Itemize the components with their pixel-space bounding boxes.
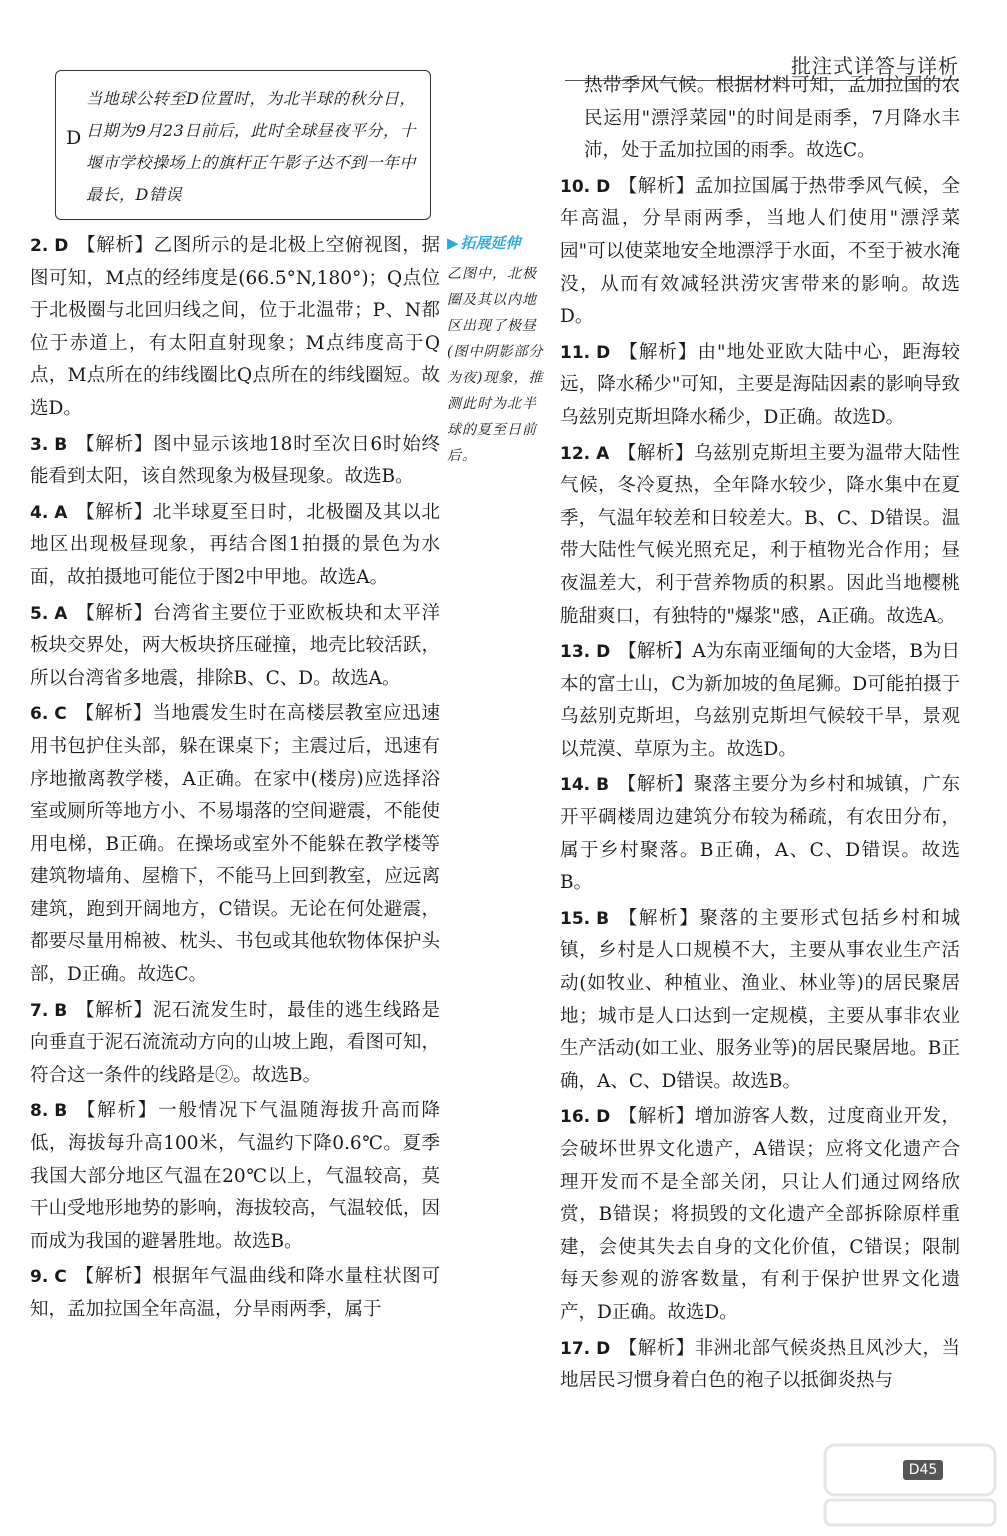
analysis-text: 孟加拉国属于热带季风气候，全年高温，分旱雨两季，当地人们使用"漂浮菜园"可以使菜地安全地漂浮于水面，不至于被水淹没，从而有效减轻洪涝灾害带来的影响。故选D。 — [560, 175, 960, 328]
question-number: 12. — [560, 443, 591, 464]
annotation-label: D — [66, 127, 82, 149]
left-answer-item — [30, 429, 440, 494]
right-answer-item — [560, 636, 960, 766]
analysis-label: 【解析】 — [75, 999, 153, 1021]
right-answer-item — [560, 438, 960, 634]
answer-letter: B — [596, 908, 610, 929]
answer-letter: B — [54, 1000, 68, 1021]
question-number: 15. — [560, 908, 591, 929]
analysis-label: 【解析】 — [618, 641, 693, 663]
analysis-text: 台湾省主要位于亚欧板块和太平洋板块交界处，两大板块挤压碰撞，地壳比较活跃，所以台湾省多地震，排除B、C、D。故选A。 — [30, 602, 440, 689]
answer-letter: A — [54, 603, 68, 624]
extension-tag-label: 拓展延伸 — [460, 234, 521, 252]
analysis-text: 聚落主要分为乡村和城镇，广东开平碉楼周边建筑分布较为稀疏，有农田分布，属于乡村聚落。B正确，A、C、D错误。故选B。 — [560, 774, 960, 894]
left-answer-item — [30, 1095, 440, 1258]
question-number: 13. — [560, 642, 591, 663]
page-header-title: 批注式详答与详析 — [791, 54, 959, 78]
analysis-text: 乙图所示的是北极上空俯视图，据图可知，M点的经纬度是(66.5°N,180°)；Q点位于北极圈与北回归线之间，位于北温带；P、N都位于赤道上，有太阳直射现象；M点纬度高于Q点，M点所在的纬线圈比Q点所在的纬线圈短。故选D。 — [30, 235, 440, 419]
answer-letter: C — [54, 1267, 67, 1288]
left-answer-item — [30, 995, 440, 1093]
extension-tag — [447, 232, 547, 253]
analysis-label: 【解析】 — [74, 1266, 153, 1288]
analysis-text: 聚落的主要形式包括乡村和城镇，乡村是人口规模不大，主要从事农业生产活动(如牧业、种植业、渔业、林业等)的居民聚居地；城市是人口达到一定规模，主要从事非农业生产活动(如工业、服务业等)的居民聚居地。B正确，A、C、D错误。故选B。 — [560, 907, 960, 1092]
answer-letter: B — [54, 434, 68, 455]
analysis-text: 当地震发生时在高楼层教室应迅速用书包护住头部，躲在课桌下；主震过后，迅速有序地撤离教学楼，A正确。在家中(楼房)应选择浴室或厕所等地方小、不易塌落的空间避震，不能使用电梯，B正确。在操场或室外不能躲在教学楼等建筑物墙角、屋檐下，不能马上回到教室，应远离建筑，跑到开阔地方，C错误。无论在何处避震，都要尽量用棉被、枕头、书包或其他软物体保护头部，D正确。故选C。 — [30, 703, 440, 986]
analysis-label: 【解析】 — [75, 602, 153, 624]
right-answer-item — [560, 171, 960, 334]
question-number: 10. — [560, 176, 591, 197]
answer-letter: A — [596, 443, 610, 464]
analysis-text: 北半球夏至日时，北极圈及其以北地区出现极昼现象，再结合图1拍摄的景色为水面，故拍摄地可能位于图2中甲地。故选A。 — [30, 501, 440, 588]
analysis-label: 【解析】 — [618, 1337, 695, 1359]
right-answer-item — [560, 903, 960, 1099]
question-number: 2. — [30, 236, 49, 256]
question-number: 8. — [30, 1101, 49, 1122]
answer-letter: D — [596, 1338, 611, 1359]
question-number: 7. — [30, 1000, 49, 1021]
left-answer-item — [30, 497, 440, 595]
analysis-label: 【解析】 — [617, 774, 694, 796]
extension-text: 乙图中，北极圈及其以内地区出现了极昼(图中阴影部分为夜)现象，推测此时为北半球的夏至日前后。 — [447, 266, 544, 464]
annotation-text: 当地球公转至D位置时，为北半球的秋分日，日期为9月23日前后，此时全球昼夜平分，十堰市学校操场上的旗杆正午影子达不到一年中最长，D错误 — [86, 89, 417, 204]
analysis-label: 【解析】 — [618, 341, 698, 363]
question-number: 5. — [30, 603, 49, 624]
answer-letter: D — [596, 176, 611, 197]
answer-letter: D — [596, 1107, 611, 1128]
page-number-badge: D45 — [903, 1460, 943, 1480]
answer-letter: B — [54, 1101, 68, 1122]
right-answer-item — [560, 1101, 960, 1329]
right-answer-item — [560, 769, 960, 899]
analysis-text: 非洲北部气候炎热且风沙大，当地居民习惯身着白色的袍子以抵御炎热与 — [560, 1337, 960, 1392]
extension-side-note — [447, 232, 547, 469]
analysis-text: 一般情况下气温随海拔升高而降低，海拔每升高100米，气温约下降0.6℃。夏季我国大部分地区气温在20℃以上，气温较高，莫干山受地形地势的影响，海拔较高，气温较低，因而成为我国的避暑胜地。故选B。 — [30, 1100, 440, 1252]
analysis-text: 增加游客人数，过度商业开发，会破坏世界文化遗产，A错误；应将文化遗产合理开发而不是全部关闭，只让人们通过网络欣赏，B错误；将损毁的文化遗产全部拆除原样重建，会使其失去自身的文化价值，C错误；限制每天参观的游客数量，有利于保护世界文化遗产，D正确。故选D。 — [560, 1106, 960, 1323]
analysis-text: 图中显示该地18时至次日6时始终能看到太阳，该自然现象为极昼现象。故选B。 — [30, 433, 440, 488]
analysis-label: 【解析】 — [75, 1100, 159, 1122]
question-number: 11. — [560, 342, 591, 363]
answer-letter: D — [596, 642, 611, 663]
answer-letter: A — [54, 502, 68, 523]
left-answer-item — [30, 1261, 440, 1326]
left-answer-item — [30, 598, 440, 696]
analysis-label: 【解析】 — [618, 175, 695, 197]
question-number: 14. — [560, 775, 591, 796]
analysis-text: 泥石流发生时，最佳的逃生线路是向垂直于泥石流流动方向的山坡上跑，看图可知，符合这一条件的线路是②。故选B。 — [30, 999, 440, 1086]
analysis-label: 【解析】 — [75, 501, 153, 523]
continued-paragraph: 热带季风气候。根据材料可知，孟加拉国的农民运用"漂浮菜园"的时间是雨季，7月降水丰沛，处于孟加拉国的雨季。故选C。 — [584, 75, 960, 162]
question-number: 3. — [30, 434, 49, 455]
triangle-icon: ▶ — [447, 234, 459, 252]
analysis-label: 【解析】 — [75, 433, 154, 455]
answer-letter: C — [54, 704, 67, 725]
left-answer-item — [30, 230, 440, 426]
question-number: 16. — [560, 1107, 591, 1128]
left-column — [30, 230, 440, 1330]
analysis-text: 乌兹别克斯坦主要为温带大陆性气候，冬冷夏热，全年降水较少，降水集中在夏季，气温年较差和日较差大。B、C、D错误。温带大陆性气候光照充足，利于植物光合作用；昼夜温差大，利于营养物质的积累。因此当地樱桃脆甜爽口，有独特的"爆浆"感，A正确。故选A。 — [560, 442, 960, 627]
question-number: 9. — [30, 1267, 49, 1288]
analysis-text: 根据年气温曲线和降水量柱状图可知，孟加拉国全年高温，分旱雨两季，属于 — [30, 1266, 440, 1320]
answer-letter: D — [596, 342, 611, 363]
right-answer-item — [560, 337, 960, 435]
analysis-label: 【解析】 — [618, 1106, 695, 1128]
right-column — [560, 70, 960, 1401]
question-number: 4. — [30, 502, 49, 523]
answer-letter: B — [596, 775, 610, 796]
annotation-box — [55, 70, 431, 220]
right-answer-item — [560, 1333, 960, 1398]
analysis-label: 【解析】 — [617, 442, 694, 464]
analysis-text: 由"地处亚欧大陆中心，距海较远，降水稀少"可知，主要是海陆因素的影响导致乌兹别克斯坦降水稀少，D正确。故选D。 — [560, 341, 960, 428]
analysis-label: 【解析】 — [74, 703, 153, 725]
analysis-text: A为东南亚缅甸的大金塔，B为日本的富士山，C为新加坡的鱼尾狮。D可能拍摄于乌兹别克斯坦，乌兹别克斯坦气候较干旱，景观以荒漠、草原为主。故选D。 — [560, 641, 960, 760]
analysis-label: 【解析】 — [617, 907, 700, 929]
analysis-label: 【解析】 — [76, 235, 154, 256]
question-number: 6. — [30, 704, 49, 725]
question-number: 17. — [560, 1338, 591, 1359]
answer-letter: D — [54, 236, 69, 256]
watermark-logo — [820, 1440, 1000, 1530]
left-answer-item — [30, 698, 440, 991]
